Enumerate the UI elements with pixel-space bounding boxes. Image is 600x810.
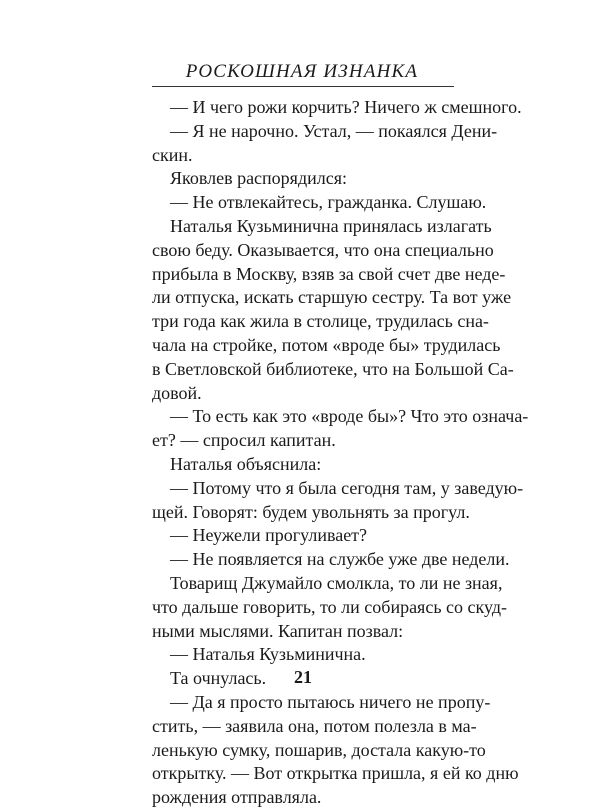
text-line: открытку. — Вот открытка пришла, я ей ко дню xyxy=(152,763,519,784)
text-line: скин. xyxy=(152,144,193,165)
text-line: — И чего рожи корчить? Ничего ж смешного. xyxy=(170,97,522,117)
body-text xyxy=(152,96,529,810)
text-line: стить, — заявила она, потом полезла в ма- xyxy=(152,715,477,736)
text-line: — Наталья Кузьминична. xyxy=(170,644,366,665)
text-line: Наталья объяснила: xyxy=(170,453,322,474)
text-line: ет? — спросил капитан. xyxy=(152,430,336,451)
text-line: прибыла в Москву, взяв за свой счет две неде- xyxy=(152,263,506,284)
text-line: — Потому что я была сегодня там, у заведую- xyxy=(170,477,524,498)
text-line: — Я не нарочно. Устал, — покаялся Дени- xyxy=(170,120,498,141)
text-line: чала на стройке, потом «вроде бы» трудилась xyxy=(152,334,501,355)
text-line: что дальше говорить, то ли собираясь со скуд- xyxy=(152,596,508,617)
text-line: Товарищ Джумайло смолкла, то ли не зная, xyxy=(170,572,503,593)
text-line: щей. Говорят: будем увольнять за прогул. xyxy=(152,501,470,522)
text-line: в Светловской библиотеке, что на Большой Са- xyxy=(152,358,514,379)
running-header: РОСКОШНАЯ ИЗНАНКА xyxy=(185,61,419,82)
text-line: — Не появляется на службе уже две недели. xyxy=(170,549,510,570)
text-line: — Да я просто пытаюсь ничего не пропу- xyxy=(170,691,491,712)
text-line: ленькую сумку, пошарив, достала какую-то xyxy=(152,739,486,760)
text-line: довой. xyxy=(152,382,202,403)
text-line: — То есть как это «вроде бы»? Что это означа- xyxy=(170,406,529,427)
page-number: 21 xyxy=(294,667,312,687)
text-line: свою беду. Оказывается, что она специально xyxy=(152,239,494,260)
text-line: ными мыслями. Капитан позвал: xyxy=(152,620,404,641)
text-line: три года как жила в столице, трудилась сна- xyxy=(152,311,489,332)
text-line: Яковлев распорядился: xyxy=(170,168,348,189)
text-line: — Неужели прогуливает? xyxy=(170,525,368,546)
header-rule xyxy=(152,86,454,87)
text-line: Та очнулась. xyxy=(170,668,267,689)
text-line: Наталья Кузьминична принялась излагать xyxy=(170,215,492,236)
text-line: — Не отвлекайтесь, гражданка. Слушаю. xyxy=(170,192,487,213)
text-line: ли отпуска, искать старшую сестру. Та вот уже xyxy=(152,287,512,308)
text-line: рождения отправляла. xyxy=(152,787,322,808)
